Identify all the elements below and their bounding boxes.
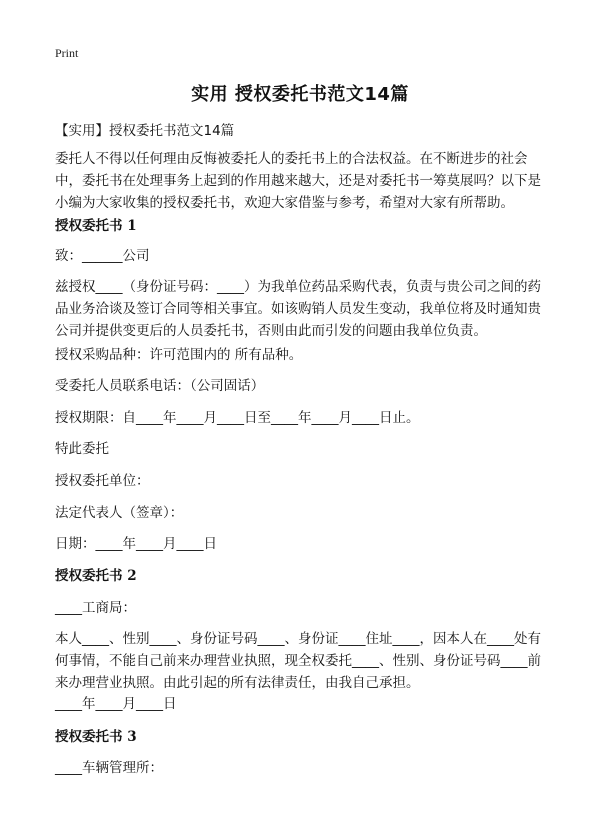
section-heading-3: 授权委托书 3 [55, 729, 137, 745]
paragraph: 本人____、性别____、身份证号码____、身份证____住址____，因本人在____处有何事情，不能自己前来办理营业执照，现全权委托____、性别、身份证号码____前来办理营业执照。由此引起的所有法律责任，由我自己承担。 [55, 631, 541, 691]
paragraph: 授权委托单位： [55, 473, 150, 489]
intro-paragraph: 委托人不得以任何理由反悔被委托人的委托书上的合法权益。在不断进步的社会中，委托书在处理事务上起到的作用越来越大，还是对委托书一筹莫展吗？以下是小编为大家收集的授权委托书，欢迎大家借鉴与参考，希望对大家有所帮助。 [55, 151, 541, 211]
paragraph: ____车辆管理所： [55, 760, 163, 776]
paragraph: 授权采购品种：许可范围内的 所有品种。 [55, 347, 303, 363]
breadcrumb: 【实用】授权委托书范文14篇 [55, 123, 235, 139]
section-heading-2: 授权委托书 2 [55, 568, 137, 584]
print-link[interactable]: Print [55, 46, 79, 60]
paragraph: 特此委托 [55, 441, 109, 457]
section-heading-1: 授权委托书 1 [55, 218, 137, 234]
paragraph: ____工商局： [55, 600, 136, 616]
paragraph: 日期：____年____月____日 [55, 536, 217, 552]
paragraph: 法定代表人（签章）： [55, 505, 184, 521]
paragraph: 兹授权____（身份证号码：____）为我单位药品采购代表，负责与贵公司之间的药品业务洽谈及签订合同等相关事宜。如该购销人员发生变动，我单位将及时通知贵公司并提供变更后的人员委托书，否则由此而引发的问题由我单位负责。 [55, 279, 541, 339]
paragraph: ____年____月____日 [55, 696, 177, 712]
page-title: 实用 授权委托书范文14篇 [191, 84, 409, 105]
paragraph: 授权期限：自____年____月____日至____年____月____日止。 [55, 410, 420, 426]
paragraph: 致：______公司 [55, 248, 150, 264]
paragraph: 受委托人员联系电话：（公司固话） [55, 378, 265, 394]
